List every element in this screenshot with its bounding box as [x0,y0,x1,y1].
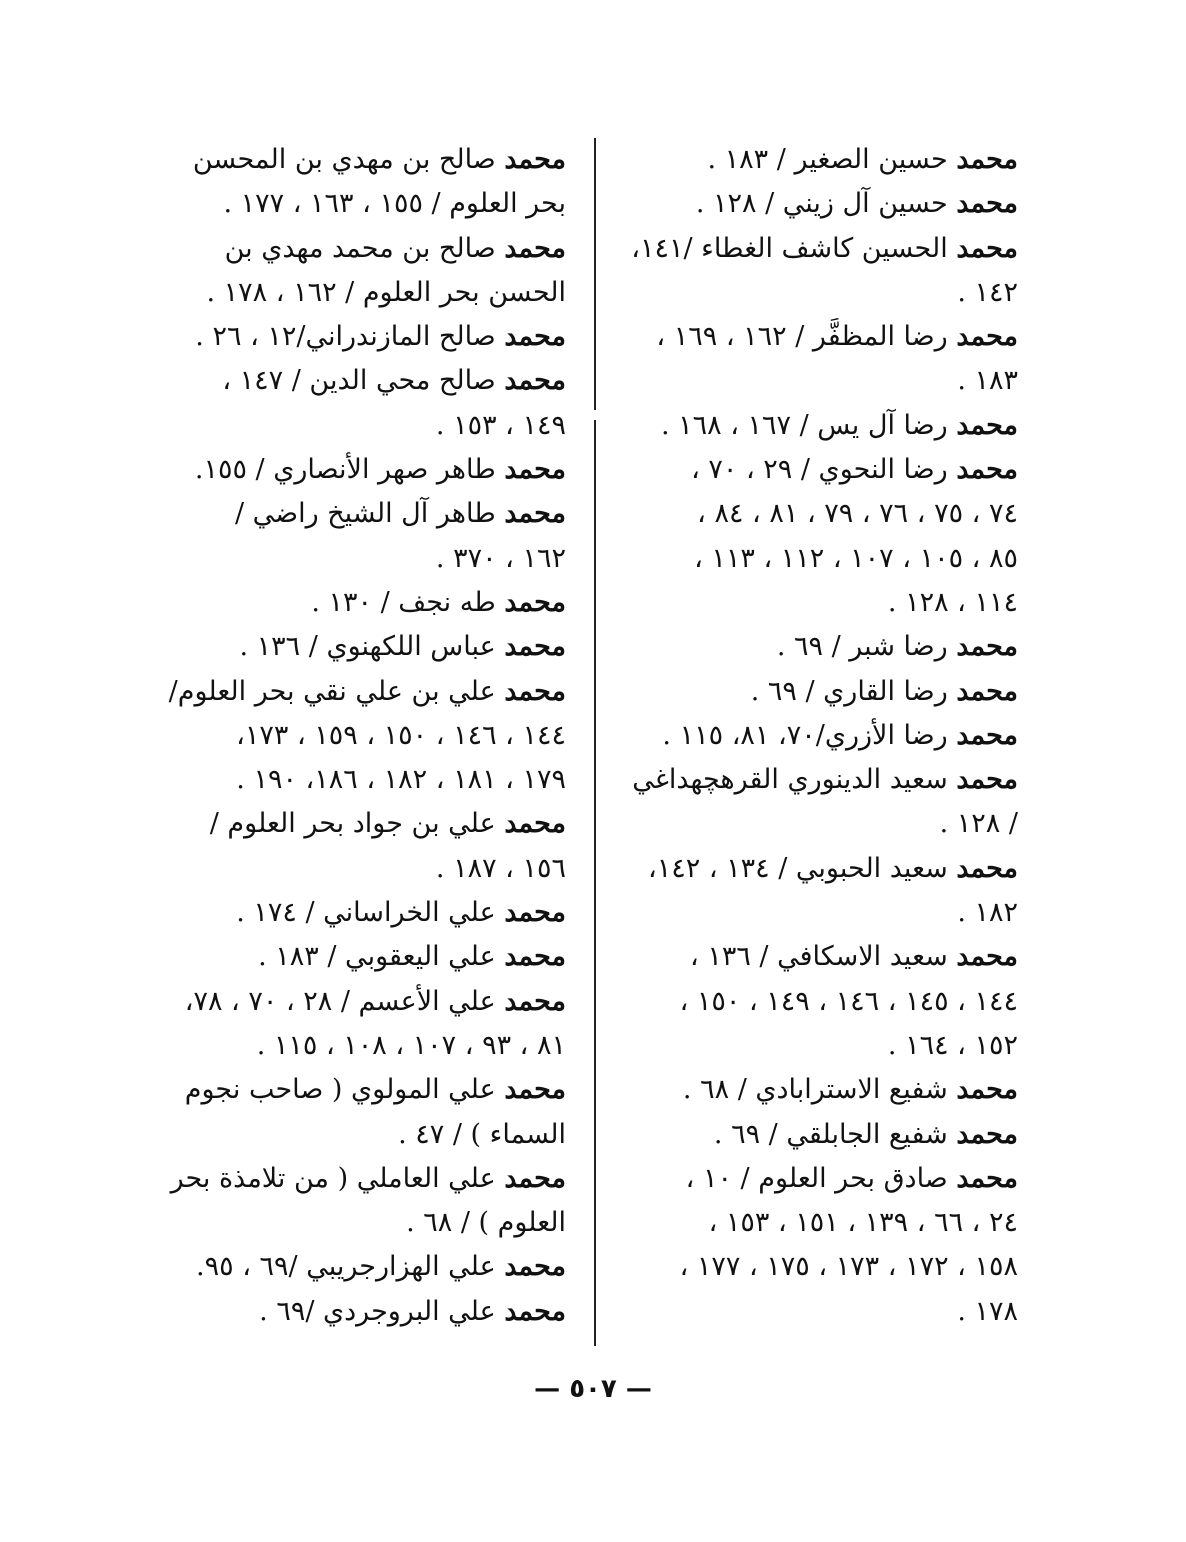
entry-text: صالح بن مهدي بن المحسن [192,144,505,175]
entry-text: بحر العلوم / ١٥٥ ، ١٦٣ ، ١٧٧ . [223,188,566,220]
entry-lead-word: محمد [504,897,566,929]
index-entry-line [151,182,566,226]
entry-text: السماء ) / ٤٧ . [398,1118,566,1150]
entry-text: ١٧٨ . [957,1295,1018,1327]
entry-text: رضا المظفَّر / ١٦٢ ، ١٦٩ ، [656,321,957,353]
entry-text: صالح محي الدين / ١٤٧ ، [222,365,505,397]
entry-lead-word: محمد [956,321,1018,353]
entry-text: سعيد الدينوري القرهچهداغي [632,764,957,796]
entry-lead-word: محمد [956,631,1018,663]
index-entry-line [151,359,566,403]
index-entry-line [151,227,566,271]
index-entry-line [598,1024,1018,1068]
entry-text: علي اليعقوبي / ١٨٣ . [258,941,505,973]
entry-lead-word: محمد [956,409,1018,441]
index-entry-line [598,891,1018,935]
index-entry-line [151,847,566,891]
index-column-left [151,138,566,1334]
index-entry-line [151,404,566,448]
entry-lead-word: محمد [956,232,1018,264]
index-entry-line [151,670,566,714]
entry-lead-word: محمد [504,498,566,530]
entry-text: ١١٤ ، ١٢٨ . [887,586,1018,618]
entry-lead-word: محمد [956,675,1018,707]
entry-text: عباس اللكهنوي / ١٣٦ . [239,631,505,663]
entry-text: ١٤٩ ، ١٥٣ . [435,409,566,441]
entry-text: / ١٢٨ . [939,808,1018,840]
entry-text: ٢٤ ، ٦٦ ، ١٣٩ ، ١٥١ ، ١٥٣ ، [708,1207,1018,1239]
entry-text: علي الخراساني / ١٧٤ . [236,897,505,929]
index-entry-line [151,1157,566,1201]
entry-text: علي بن جواد بحر العلوم / [209,808,505,840]
entry-lead-word: محمد [956,1074,1018,1106]
entry-text: الحسين كاشف الغطاء /١٤١، [631,232,957,264]
entry-text: شفيع الاسترابادي / ٦٨ . [682,1074,957,1106]
index-entry-line [151,758,566,802]
entry-text: الحسن بحر العلوم / ١٦٢ ، ١٧٨ . [206,276,566,308]
index-entry-line [598,980,1018,1024]
entry-text: رضا القاري / ٦٩ . [750,675,957,707]
index-entry-line [151,1245,566,1289]
index-entry-line [598,670,1018,714]
entry-text: صالح بن محمد مهدي بن [224,232,505,264]
entry-text: علي الهزارجريبي /٦٩ ، ٩٥. [196,1251,505,1283]
entry-lead-word: محمد [956,454,1018,486]
entry-lead-word: محمد [956,1118,1018,1150]
index-entry-line [598,1113,1018,1157]
page-number: — ٥٠٧ — [534,1374,652,1404]
entry-text: ١٥٨ ، ١٧٢ ، ١٧٣ ، ١٧٥ ، ١٧٧ ، [679,1251,1018,1283]
entry-text: ١٨٢ . [957,897,1018,929]
index-entry-line [598,537,1018,581]
index-entry-line [598,315,1018,359]
entry-text: حسين الصغير / ١٨٣ . [707,144,957,175]
index-column-right [598,138,1018,1334]
index-entry-line [151,980,566,1024]
entry-text: علي البروجردي /٦٩ . [259,1295,505,1327]
entry-lead-word: محمد [504,1162,566,1194]
index-entry-line [151,537,566,581]
entry-text: ٨٥ ، ١٠٥ ، ١٠٧ ، ١١٢ ، ١١٣ ، [694,542,1018,574]
entry-text: ١٧٩ ، ١٨١ ، ١٨٢ ، ١٨٦، ١٩٠ . [236,764,566,796]
index-entry-line [598,1068,1018,1112]
index-entry-line [151,802,566,846]
entry-text: طاهر آل الشيخ راضي / [234,498,505,530]
entry-text: ١٤٢ . [957,276,1018,308]
entry-lead-word: محمد [956,941,1018,973]
index-entry-line [598,581,1018,625]
entry-text: علي بن علي نقي بحر العلوم/ [168,675,505,707]
entry-lead-word: محمد [504,1251,566,1283]
index-entry-line [151,1113,566,1157]
entry-lead-word: محمد [504,631,566,663]
entry-lead-word: محمد [504,365,566,397]
entry-text: علي العاملي ( من تلامذة بحر [170,1162,505,1194]
entry-text: العلوم ) / ٦٨ . [406,1207,566,1239]
index-entry-line [598,1157,1018,1201]
index-entry-line [598,271,1018,315]
index-entry-line [151,1201,566,1245]
entry-text: ١٤٤ ، ١٤٥ ، ١٤٦ ، ١٤٩ ، ١٥٠ ، [679,985,1018,1017]
entry-text: ٧٤ ، ٧٥ ، ٧٦ ، ٧٩ ، ٨١ ، ٨٤ ، [697,498,1018,530]
entry-text: طه نجف / ١٣٠ . [311,586,505,618]
entry-lead-word: محمد [956,144,1018,175]
entry-lead-word: محمد [956,852,1018,884]
index-entry-line [151,935,566,979]
index-entry-line [598,227,1018,271]
index-entry-line [598,404,1018,448]
entry-lead-word: محمد [504,586,566,618]
index-entry-line [598,138,1018,182]
index-entry-line [598,625,1018,669]
entry-lead-word: محمد [956,719,1018,751]
entry-text: سعيد الاسكافي / ١٣٦ ، [690,941,957,973]
entry-text: رضا شبر / ٦٩ . [776,631,957,663]
index-entry-line [598,182,1018,226]
index-entry-line [598,492,1018,536]
index-entry-line [151,138,566,182]
index-entry-line [151,1024,566,1068]
entry-text: ١٦٢ ، ٣٧٠ . [435,542,566,574]
index-entry-line [598,1201,1018,1245]
index-entry-line [598,448,1018,492]
entry-text: رضا آل يس / ١٦٧ ، ١٦٨ . [660,409,957,441]
index-entry-line [598,1290,1018,1334]
entry-lead-word: محمد [504,232,566,264]
index-entry-line [151,1068,566,1112]
entry-text: ١٤٤ ، ١٤٦ ، ١٥٠ ، ١٥٩ ، ١٧٣، [236,719,566,751]
entry-text: سعيد الحبوبي / ١٣٤ ، ١٤٢، [648,852,957,884]
entry-text: ١٥٦ ، ١٨٧ . [435,852,566,884]
index-entry-line [151,1290,566,1334]
entry-lead-word: محمد [504,675,566,707]
index-entry-line [151,625,566,669]
index-entry-line [151,492,566,536]
index-entry-line [598,758,1018,802]
index-entry-line [151,315,566,359]
entry-text: ٨١ ، ٩٣ ، ١٠٧ ، ١٠٨ ، ١١٥ . [256,1029,566,1061]
index-entry-line [151,271,566,315]
index-entry-line [151,448,566,492]
entry-text: حسين آل زيني / ١٢٨ . [695,188,957,220]
entry-text: طاهر صهر الأنصاري / ١٥٥. [194,454,505,486]
index-entry-line [151,891,566,935]
index-entry-line [598,359,1018,403]
index-entry-line [598,714,1018,758]
index-entry-line [598,1245,1018,1289]
index-entry-line [151,714,566,758]
index-entry-line [598,935,1018,979]
entry-text: شفيع الجابلقي / ٦٩ . [713,1118,957,1150]
entry-lead-word: محمد [504,808,566,840]
entry-lead-word: محمد [956,1162,1018,1194]
entry-lead-word: محمد [504,321,566,353]
entry-text: رضا الأزري/٧٠، ٨١، ١١٥ . [662,719,957,751]
entry-text: صادق بحر العلوم / ١٠ ، [685,1162,957,1194]
entry-text: ١٨٣ . [957,365,1018,397]
entry-lead-word: محمد [504,985,566,1017]
entry-text: علي الأعسم / ٢٨ ، ٧٠ ، ٧٨، [184,985,505,1017]
index-entry-line [598,847,1018,891]
entry-lead-word: محمد [956,188,1018,220]
entry-text: صالح المازندراني/١٢ ، ٢٦ . [195,321,505,353]
entry-text: علي المولوي ( صاحب نجوم [184,1074,505,1106]
entry-text: ١٥٢ ، ١٦٤ . [887,1029,1018,1061]
entry-text: رضا النحوي / ٢٩ ، ٧٠ ، [691,454,957,486]
index-entry-line [598,802,1018,846]
entry-lead-word: محمد [504,1295,566,1327]
entry-lead-word: محمد [504,144,566,175]
entry-lead-word: محمد [504,454,566,486]
entry-lead-word: محمد [956,764,1018,796]
entry-lead-word: محمد [504,941,566,973]
index-entry-line [151,581,566,625]
column-divider-bottom [594,420,596,1346]
entry-lead-word: محمد [504,1074,566,1106]
column-divider-top [594,138,596,410]
